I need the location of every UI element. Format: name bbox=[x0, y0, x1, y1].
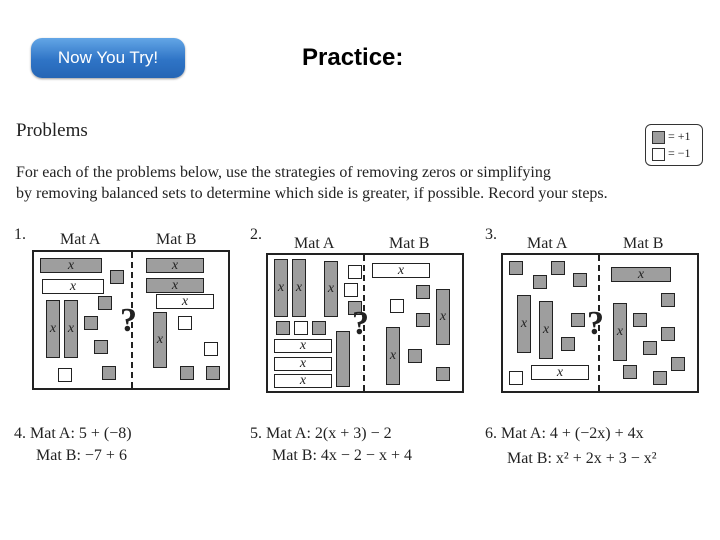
unit-tile-negative bbox=[58, 368, 72, 382]
unit-tile-negative bbox=[204, 342, 218, 356]
unit-tile-positive bbox=[633, 313, 647, 327]
problem-4-mat-b: Mat B: −7 + 6 bbox=[36, 447, 127, 464]
mat-a-label: Mat A bbox=[294, 235, 335, 252]
x-bar-negative: x bbox=[156, 294, 214, 309]
white-tile-icon bbox=[652, 148, 665, 161]
mat-a-label: Mat A bbox=[60, 231, 101, 248]
unit-tile-positive bbox=[98, 296, 112, 310]
now-you-try-button[interactable]: Now You Try! bbox=[31, 38, 185, 78]
problem-number: 3. bbox=[485, 226, 497, 243]
mat-diagram-3 bbox=[501, 253, 699, 393]
problem-6-mat-b: Mat B: x² + 2x + 3 − x² bbox=[507, 450, 657, 467]
x-bar-positive: x bbox=[40, 258, 102, 273]
unit-tile-negative bbox=[390, 299, 404, 313]
mat-b-label: Mat B bbox=[389, 235, 430, 252]
x-bar-positive bbox=[336, 331, 350, 387]
x-bar-negative: x bbox=[274, 357, 332, 371]
x-bar-positive: x bbox=[324, 261, 338, 317]
x-bar-positive: x bbox=[46, 300, 60, 358]
unit-tile-positive bbox=[84, 316, 98, 330]
x-bar-positive: x bbox=[386, 327, 400, 385]
unit-tile-positive bbox=[551, 261, 565, 275]
x-bar-positive: x bbox=[64, 300, 78, 358]
x-bar-negative: x bbox=[531, 365, 589, 380]
unit-tile-positive bbox=[509, 261, 523, 275]
mat-b-label: Mat B bbox=[156, 231, 197, 248]
legend-positive: = +1 bbox=[652, 129, 691, 143]
legend-negative: = −1 bbox=[652, 146, 691, 160]
problem-number: 2. bbox=[250, 226, 262, 243]
unit-tile-positive bbox=[206, 366, 220, 380]
x-bar-positive: x bbox=[611, 267, 671, 282]
x-bar-negative: x bbox=[274, 339, 332, 353]
legend bbox=[645, 124, 703, 166]
unit-tile-positive bbox=[671, 357, 685, 371]
unit-tile-positive bbox=[276, 321, 290, 335]
x-bar-positive: x bbox=[146, 278, 204, 293]
unit-tile-positive bbox=[416, 285, 430, 299]
unit-tile-positive bbox=[661, 327, 675, 341]
unit-tile-positive bbox=[643, 341, 657, 355]
unit-tile-positive bbox=[533, 275, 547, 289]
mat-a-label: Mat A bbox=[527, 235, 568, 252]
unit-tile-negative bbox=[294, 321, 308, 335]
unit-tile-negative bbox=[509, 371, 523, 385]
unit-tile-positive bbox=[573, 273, 587, 287]
unit-tile-positive bbox=[561, 337, 575, 351]
x-bar-positive: x bbox=[613, 303, 627, 361]
x-bar-positive: x bbox=[274, 259, 288, 317]
unit-tile-positive bbox=[408, 349, 422, 363]
unit-tile-positive bbox=[571, 313, 585, 327]
problem-number: 1. bbox=[14, 226, 26, 243]
unit-tile-positive bbox=[102, 366, 116, 380]
mat-diagram-2 bbox=[266, 253, 464, 393]
x-bar-negative: x bbox=[274, 374, 332, 388]
question-mark: ? bbox=[120, 302, 137, 339]
x-bar-positive: x bbox=[153, 312, 167, 368]
x-bar-negative: x bbox=[42, 279, 104, 294]
unit-tile-positive bbox=[180, 366, 194, 380]
question-mark: ? bbox=[587, 305, 604, 342]
x-bar-positive: x bbox=[146, 258, 204, 273]
x-bar-positive: x bbox=[292, 259, 306, 317]
problem-5-mat-b: Mat B: 4x − 2 − x + 4 bbox=[272, 447, 412, 464]
unit-tile-positive bbox=[94, 340, 108, 354]
unit-tile-positive bbox=[416, 313, 430, 327]
mat-diagram-1 bbox=[32, 250, 230, 390]
problem-6: 6. Mat A: 4 + (−2x) + 4x bbox=[485, 425, 644, 442]
unit-tile-negative bbox=[178, 316, 192, 330]
x-bar-positive: x bbox=[517, 295, 531, 353]
question-mark: ? bbox=[352, 305, 369, 342]
unit-tile-negative bbox=[348, 265, 362, 279]
unit-tile-negative bbox=[344, 283, 358, 297]
unit-tile-positive bbox=[436, 367, 450, 381]
instruction-line-2: by removing balanced sets to determine which side is greater, if possible. Record your steps. bbox=[16, 185, 608, 202]
problem-4: 4. Mat A: 5 + (−8) bbox=[14, 425, 132, 442]
instruction-line-1: For each of the problems below, use the strategies of removing zeros or simplifying bbox=[16, 164, 551, 181]
x-bar-negative: x bbox=[372, 263, 430, 278]
unit-tile-positive bbox=[312, 321, 326, 335]
mat-b-label: Mat B bbox=[623, 235, 664, 252]
x-bar-positive: x bbox=[539, 301, 553, 359]
unit-tile-positive bbox=[623, 365, 637, 379]
page-title: Practice: bbox=[302, 44, 404, 71]
unit-tile-positive bbox=[110, 270, 124, 284]
x-bar-positive: x bbox=[436, 289, 450, 345]
unit-tile-positive bbox=[661, 293, 675, 307]
section-heading: Problems bbox=[16, 120, 88, 141]
gray-tile-icon bbox=[652, 131, 665, 144]
problem-5: 5. Mat A: 2(x + 3) − 2 bbox=[250, 425, 392, 442]
unit-tile-positive bbox=[653, 371, 667, 385]
